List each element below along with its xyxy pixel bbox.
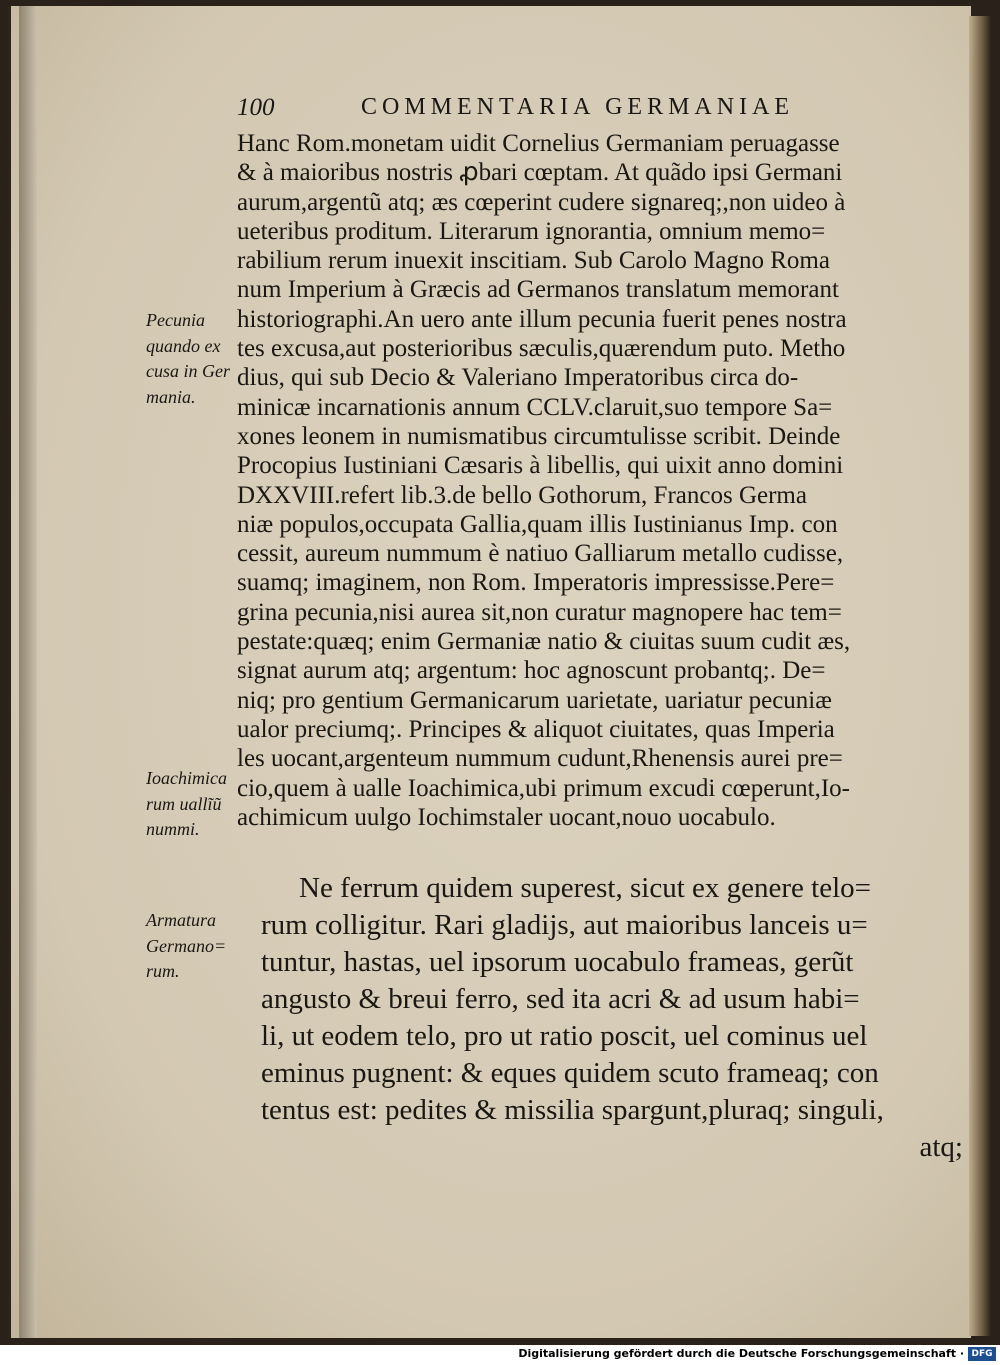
marginal-note-line: rum uallĩũ	[146, 793, 222, 814]
text-line: achimicum uulgo Iochimstaler uocant,nouo uocabulo.	[237, 803, 776, 831]
text-line: angusto & breui ferro, sed ita acri & ad usum habi=	[261, 983, 860, 1015]
marginal-note-line: Germano=	[146, 935, 227, 956]
text-line: num Imperium à Græcis ad Germanos translatum memorant	[237, 276, 839, 304]
marginal-note-line: quando ex	[146, 335, 221, 356]
text-line: ueteribus proditum. Literarum ignorantia, omnium memo=	[237, 217, 826, 245]
text-line: tentus est: pedites & missilia spargunt,pluraq; singuli,	[261, 1094, 884, 1126]
text-line: historiographi.An uero ante illum pecunia fuerit penes nostra	[237, 305, 847, 333]
text-line: xones leonem in numismatibus circumtulisse scribit. Deinde	[237, 422, 841, 450]
text-line: aurum,argentũ atq; æs cœperint cudere signareq;,non uideo à	[237, 188, 846, 216]
book-page	[8, 6, 971, 1338]
marginal-note-line: cusa in Ger	[146, 361, 230, 381]
marginal-note-line: Pecunia	[146, 310, 205, 330]
page-edge	[969, 16, 991, 1336]
text-line: minicæ incarnationis annum CCLV.claruit,suo tempore Sa=	[237, 393, 833, 421]
text-line: ualor preciumq;. Principes & aliquot ciuitates, quas Imperia	[237, 715, 835, 743]
page-gutter	[19, 6, 37, 1338]
text-line: rabilium rerum inuexit inscitiam. Sub Carolo Magno Roma	[237, 247, 830, 275]
text-line: eminus pugnent: & eques quidem scuto frameaq; con	[261, 1057, 879, 1089]
text-line: tes excusa,aut posterioribus sæculis,quærendum puto. Metho	[237, 335, 846, 363]
marginal-note-line: Ioachimica	[146, 768, 227, 788]
page-number: 100	[237, 94, 275, 121]
marginal-note-line: rum.	[146, 961, 180, 981]
catchword: atq;	[919, 1131, 963, 1163]
text-line: signat aurum atq; argentum: hoc agnoscunt probantq;. De=	[237, 657, 826, 685]
text-line: pestate:quæq; enim Germaniæ natio & ciuitas suum cudit æs,	[237, 628, 851, 656]
text-line: & à maioribus nostris ꝓbari cœptam. At quãdo ipsi Germani	[237, 159, 843, 187]
marginal-note-line: nummi.	[146, 819, 200, 839]
running-head	[229, 94, 854, 128]
digitization-footer	[0, 1345, 1000, 1365]
text-line: rum colligitur. Rari gladijs, aut maioribus lanceis u=	[261, 909, 868, 941]
text-line: suamq; imaginem, non Rom. Imperatoris impressisse.Pere=	[237, 569, 835, 597]
text-line: grina pecunia,nisi aurea sit,non curatur magnopere hac tem=	[237, 598, 842, 626]
text-line: niq; pro gentium Germanicarum uarietate, uariatur pecuniæ	[237, 686, 832, 714]
marginal-note-line: mania.	[146, 386, 196, 407]
marginal-note-armatura	[146, 908, 256, 985]
footer-credit: Digitalisierung gefördert durch die Deutsche Forschungsgemeinschaft ·	[518, 1347, 964, 1360]
text-line: niæ populos,occupata Gallia,quam illis Iustinianus Imp. con	[237, 510, 838, 538]
text-line: DXXVIII.refert lib.3.de bello Gothorum, Francos Germa	[237, 481, 807, 509]
marginal-note-line: Armatura	[146, 910, 217, 930]
body-text-large-paragraph	[261, 870, 971, 1166]
text-line: Hanc Rom.monetam uidit Cornelius Germaniam peruagasse	[237, 130, 840, 157]
text-line: cessit, aureum nummum è natiuo Galliarum metallo cudisse,	[237, 540, 844, 568]
running-head-title: COMMENTARIA GERMANIAE	[361, 94, 795, 120]
dfg-logo: DFG	[968, 1347, 996, 1361]
body-text-paragraph	[237, 129, 957, 832]
text-line: dius, qui sub Decio & Valeriano Imperatoribus circa do-	[237, 364, 799, 392]
text-line: les uocant,argenteum nummum cudunt,Rhenensis aurei pre=	[237, 745, 843, 773]
text-line: cio,quem à ualle Ioachimica,ubi primum excudi cœperunt,Io-	[237, 774, 850, 802]
text-line: li, ut eodem telo, pro ut ratio poscit, uel cominus uel	[261, 1020, 868, 1052]
text-line: Procopius Iustiniani Cæsaris à libellis, qui uixit anno domini	[237, 452, 844, 480]
text-line: tuntur, hastas, uel ipsorum uocabulo frameas, gerũt	[261, 946, 854, 978]
text-line: Ne ferrum quidem superest, sicut ex genere telo=	[299, 872, 871, 904]
